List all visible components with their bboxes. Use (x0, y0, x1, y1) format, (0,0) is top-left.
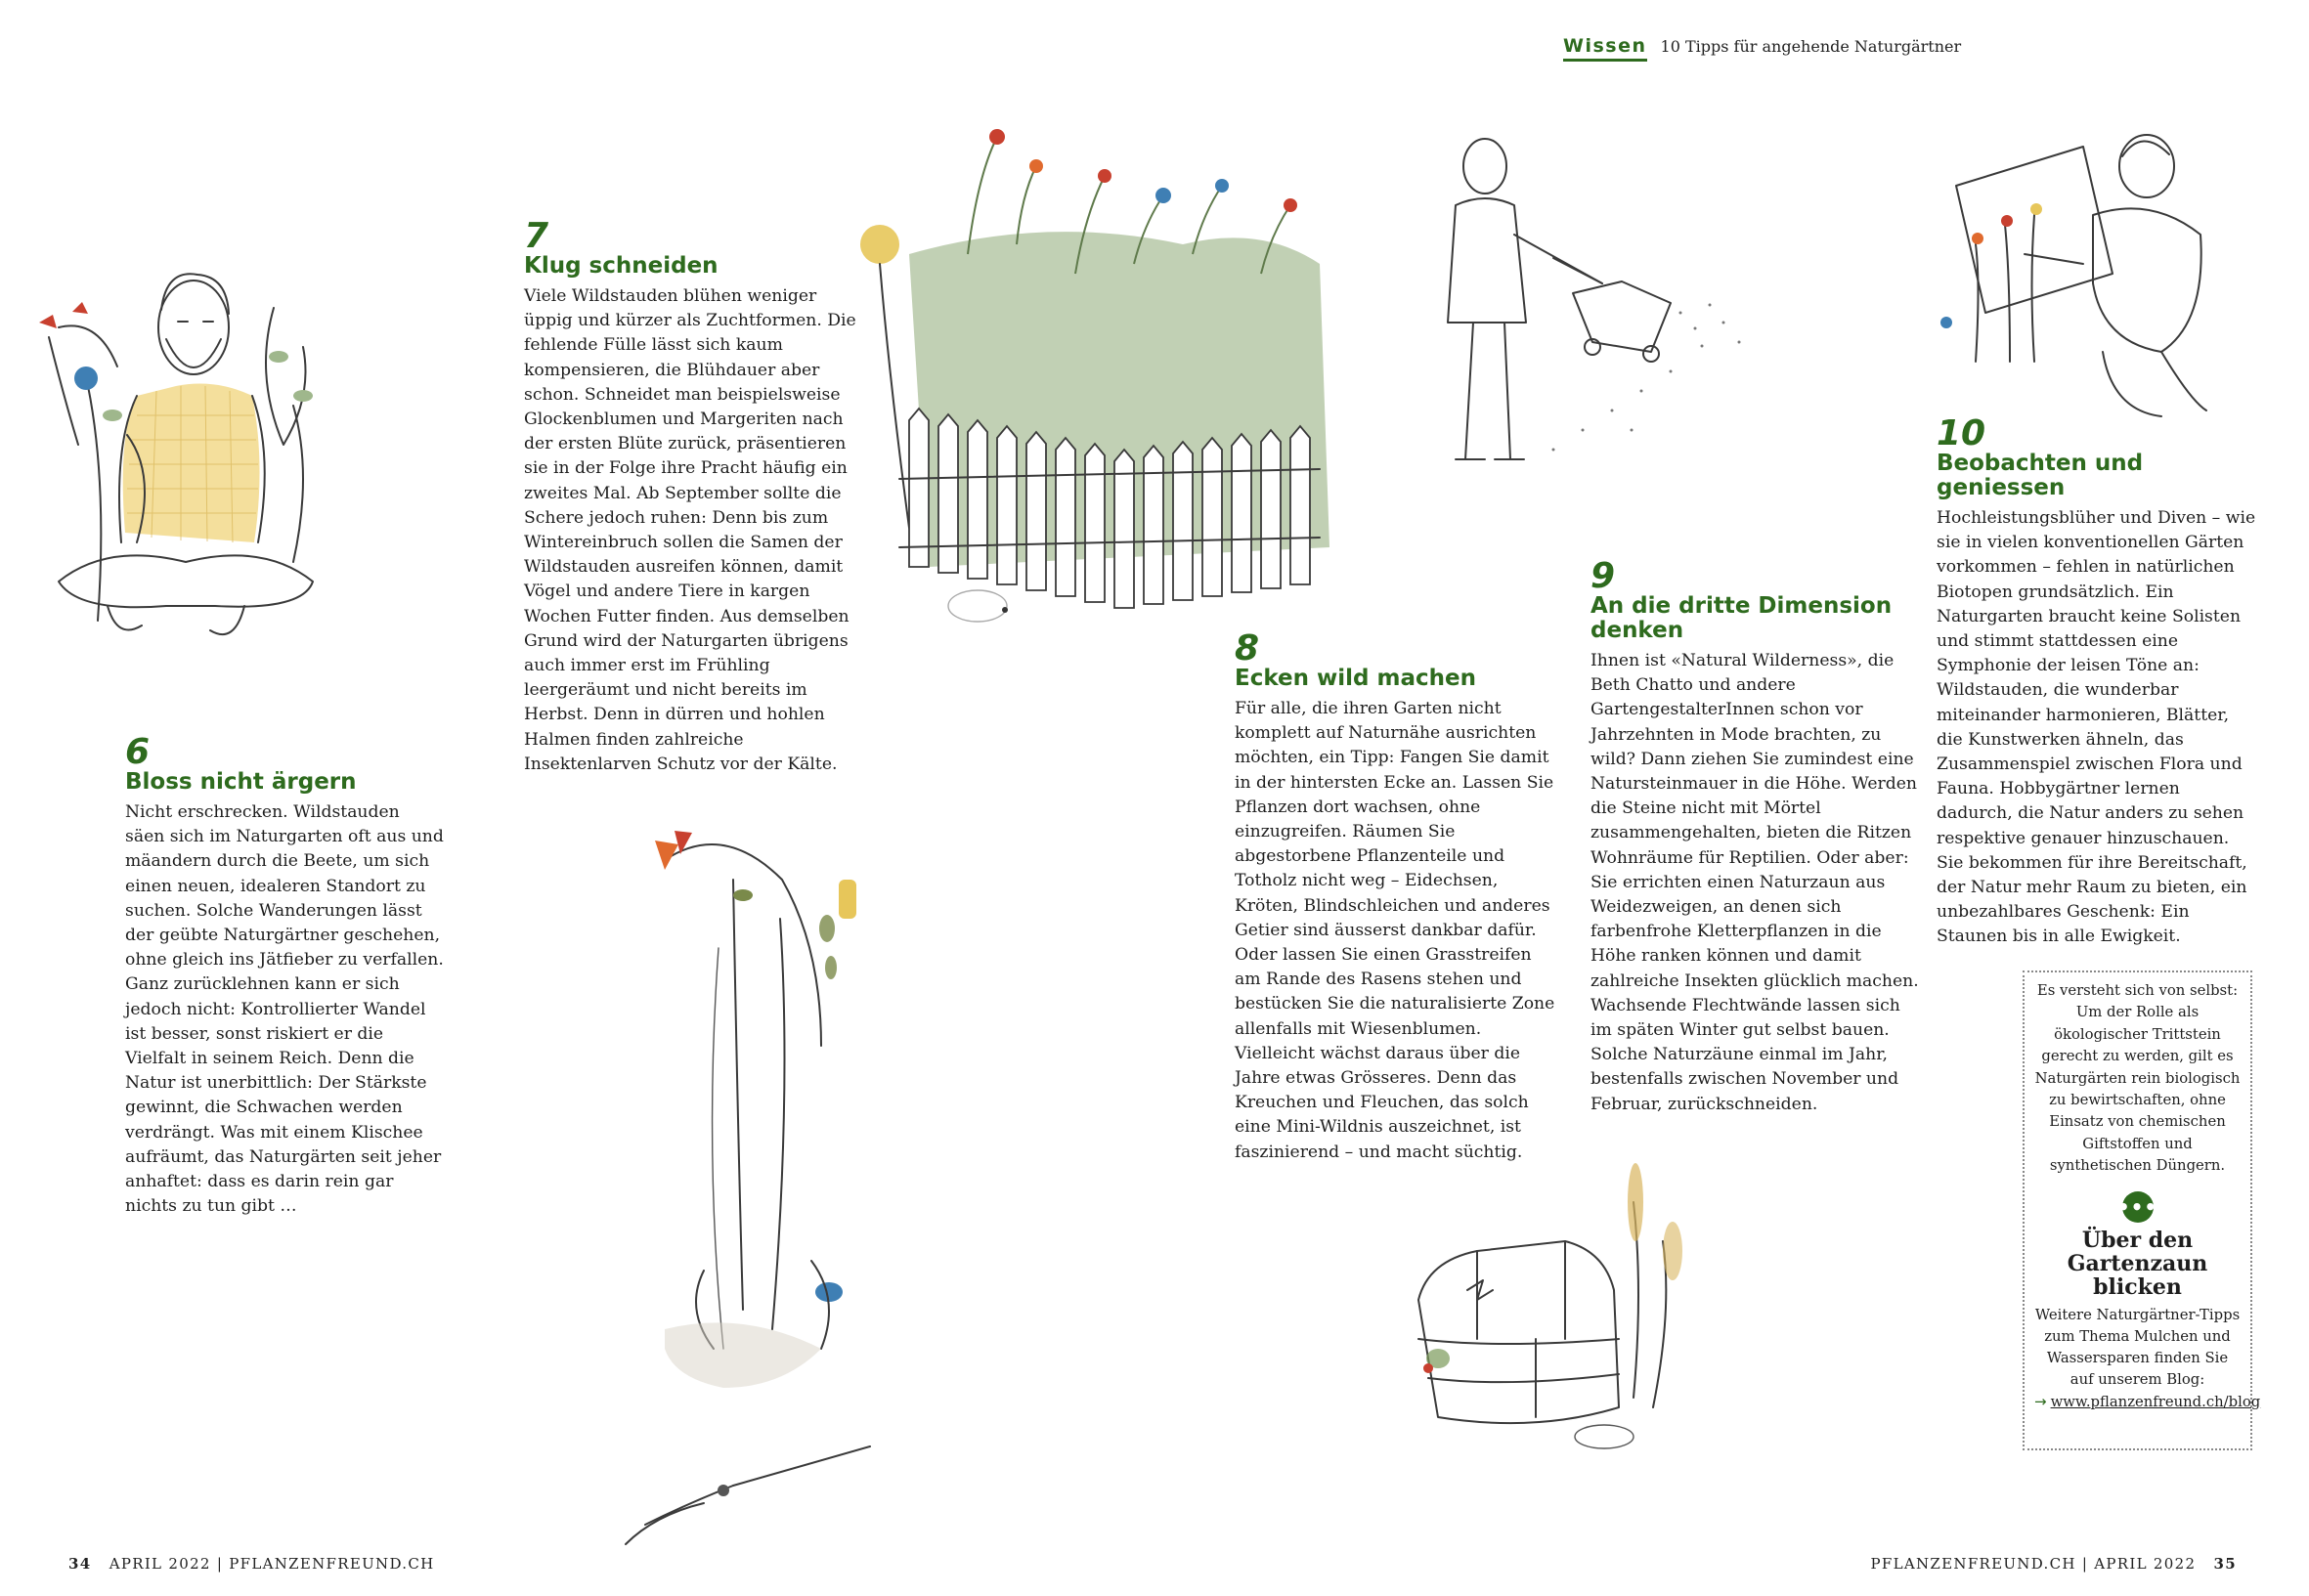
info-box (2023, 971, 2261, 1450)
tip-body: Für alle, die ihren Garten nicht komplett auf Naturnähe ausrichten möchten, ein Tipp: Fangen Sie damit in der hintersten Ecke an. Lassen Sie Pflanzen dort wachsen, ohne einzugreifen. Räumen Sie abgestorbene Pflanzenteile und Totholz nicht weg – Eidechsen, Kröten, Blindschleichen und anderes Getier sind äusserst dankbar dafür. Oder lassen Sie einen Grasstreifen am Rande des Rasens stehen und bestücken Sie die naturalisierte Zone allenfalls mit Wiesenblumen. Vielleicht wächst daraus über die Jahre etwas Grösseres. Denn das Kreuchen und Fleuchen, das solch eine Mini-Wildnis auszeichnet, ist faszinierend – und macht süchtig. (1235, 699, 1555, 1162)
chat-bubble-icon: ••• (2122, 1191, 2154, 1223)
tip-8 (1235, 628, 1557, 1165)
tip-6 (125, 732, 444, 1219)
wilted-flower-shears-illustration (587, 801, 860, 1583)
tip-number: 8 (1235, 628, 1260, 669)
tip-title: Klug schneiden (524, 253, 719, 279)
frame-viewer-illustration (1917, 127, 2210, 430)
tip-number: 6 (125, 732, 151, 772)
tip-number: 9 (1590, 556, 1616, 596)
footer-left (68, 1555, 435, 1573)
arrow-right-icon: → (2034, 1392, 2047, 1410)
section-label: Wissen (1563, 35, 1647, 62)
info-description: Weitere Naturgärtner-Tipps zum Thema Mulchen und Wassersparen finden Sie auf unserem Blog: (2034, 1306, 2241, 1388)
tip-title: Bloss nicht ärgern (125, 769, 357, 795)
tip-9 (1590, 556, 1923, 1117)
page-number-left: 34 (68, 1555, 92, 1573)
tip-body: Viele Wildstauden blühen weniger üppig und kürzer als Zuchtformen. Die fehlende Fülle lässt sich kaum kompensieren, die Blühdauer aber schon. Schneidet man beispielsweise Glockenblumen und Margeriten nach der ersten Blüte zurück, präsentieren sie in der Folge ihre Pracht häufig ein zweites Mal. Ab September sollte die Schere jedoch ruhen: Denn bis zum Wintereinbruch sollen die Samen der Wildstauden ausreifen können, damit Vögel und andere Tiere in kargen Wochen Futter finden. Aus demselben Grund wird der Naturgarten übrigens auch immer erst im Frühling leergeräumt und nicht bereits im Herbst. Denn in dürren und hohlen Halmen finden zahlreiche Insektenlarven Schutz vor der Kälte. (524, 286, 856, 774)
footer-left-text: APRIL 2022 | PFLANZENFREUND.CH (109, 1555, 435, 1573)
tip-7 (524, 216, 856, 777)
tip-title: Beobachten und geniessen (1937, 451, 2144, 500)
tip-number: 7 (524, 216, 549, 256)
section-subtitle: 10 Tipps für angehende Naturgärtner (1660, 37, 1962, 56)
tip-number: 10 (1937, 413, 1986, 453)
tip-body: Hochleistungsblüher und Diven – wie sie in vielen konventionellen Gärten vorkommen – fehlen in natürlichen Biotopen grundsätzlich. Ein Naturgarten braucht keine Solisten und stimmt stattdessen eine Symphonie der leisen Töne an: Wildstauden, die wunderbar miteinander harmonieren, Blätter, die Kunstwerken ähneln, das Zusammenspiel zwischen Flora und Fauna. Hobbygärtner lernen dadurch, die Natur anders zu sehen respektive genauer hinzuschauen. Sie bekommen für ihre Bereitschaft, der Natur mehr Raum zu bieten, ein unbezahlbares Geschenk: Ein Staunen bis in alle Ewigkeit. (1937, 508, 2256, 947)
footer-right-text: PFLANZENFREUND.CH | APRIL 2022 (1870, 1555, 2197, 1573)
page-number-right: 35 (2213, 1555, 2237, 1573)
tip-title: Ecken wild machen (1235, 666, 1476, 691)
blog-link[interactable]: www.pflanzenfreund.ch/blog (2050, 1393, 2261, 1410)
tip-10 (1937, 413, 2259, 950)
tip-body: Nicht erschrecken. Wildstauden säen sich im Naturgarten oft aus und mäandern durch die Beete, um sich einen neuen, idealeren Standort zu suchen. Solche Wanderungen lässt der geübte Naturgärtner geschehen, ohne gleich ins Jätfieber zu verfallen. Ganz zurücklehnen kann er sich jedoch nicht: Kontrollierter Wandel ist besser, sonst riskiert er die Vielfalt in seinem Reich. Denn die Natur ist unerbittlich: Der Stärkste gewinnt, die Schwachen werden verdrängt. Was mit einem Klischee aufräumt, das Naturgärten seit jeher anhaftet: dass es darin rein gar nichts zu tun gibt … (125, 802, 444, 1217)
tip-body: Ihnen ist «Natural Wilderness», die Beth Chatto und andere GartengestalterInnen schon vor Jahrzehnten in Mode brachten, zu wild? Dann ziehen Sie zumindest eine Natursteinmauer in die Höhe. Werden die Steine nicht mit Mörtel zusammengehalten, bieten die Ritzen Wohnräume für Reptilien. Oder aber: Sie errichten einen Naturzaun aus Weidezweigen, an denen sich farbenfrohe Kletterpflanzen in die Höhe ranken können und damit zahlreiche Insekten glücklich machen. Wachsende Flechtwände lassen sich im späten Winter gut selbst bauen. Solche Naturzäune einmal im Jahr, bestenfalls zwischen November und Februar, zurückschneiden. (1590, 651, 1919, 1114)
fenced-wild-garden-illustration (850, 137, 1476, 645)
lawn-mower-girl-illustration (1446, 137, 1798, 498)
meditating-gardener-illustration (20, 249, 332, 718)
info-note: Es versteht sich von selbst: Um der Rolle als ökologischer Trittstein gerecht zu werden, gilt es Naturgärten rein biologisch zu bewirtschaften, ohne Einsatz von chemischen Giftstoffen und synthetischen Düngern. (2034, 982, 2241, 1175)
footer-right (1871, 1555, 2238, 1573)
stone-wall-illustration (1418, 1143, 1751, 1476)
tip-title: An die dritte Dimension denken (1590, 593, 1893, 643)
section-header (1563, 35, 1961, 62)
info-link-line (2034, 1391, 2261, 1413)
info-title: Über den Gartenzaun blicken (2067, 1227, 2208, 1300)
